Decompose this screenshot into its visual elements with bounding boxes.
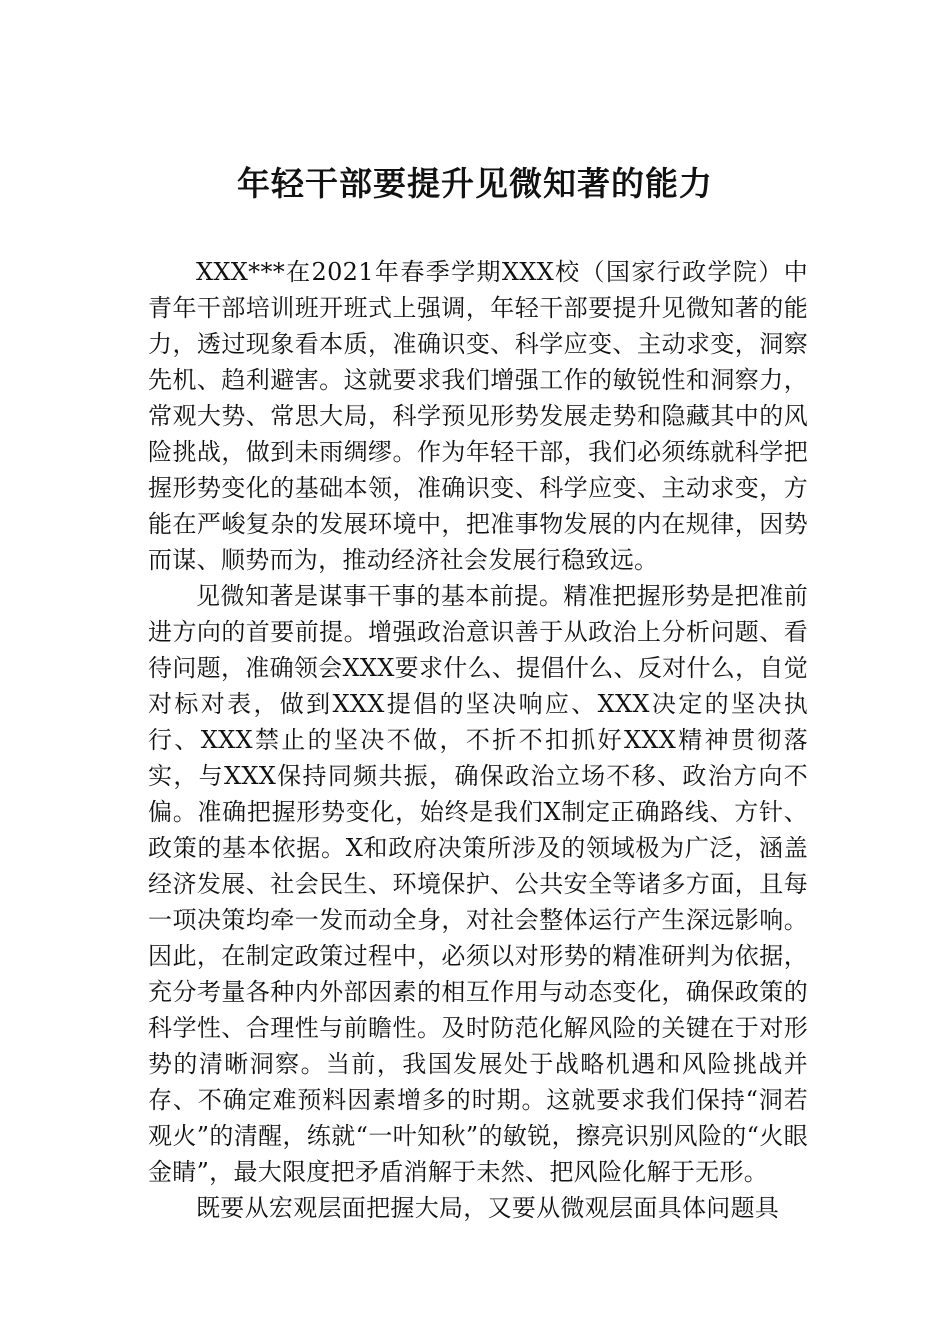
paragraph-premise: 见微知著是谋事干事的基本前提。精准把握形势是把准前进方向的首要前提。增强政治意识善于从政治上分析问题、看待问题，准确领会XXX要求什么、提倡什么、反对什么，自觉对标对表，做到XXX提倡的坚决响应、XXX决定的坚决执行、XXX禁止的坚决不做，不折不扣抓好XXX精神贯彻落实，与XXX保持同频共振，确保政治立场不移、政治方向不偏。准确把握形势变化，始终是我们X制定正确路线、方针、政策的基本依据。X和政府决策所涉及的领域极为广泛，涵盖经济发展、社会民生、环境保护、公共安全等诸多方面，且每一项决策均牵一发而动全身，对社会整体运行产生深远影响。因此，在制定政策过程中，必须以对形势的精准研判为依据，充分考量各种内外部因素的相互作用与动态变化，确保政策的科学性、合理性与前瞻性。及时防范化解风险的关键在于对形势的清晰洞察。当前，我国发展处于战略机遇和风险挑战并存、不确定难预料因素增多的时期。这就要求我们保持“洞若观火”的清醒，练就“一叶知秋”的敏锐，擦亮识别风险的“火眼金睛”，最大限度把矛盾消解于未然、把风险化解于无形。 [148, 582, 808, 1186]
paragraph-intro: XXX***在2021年春季学期XXX校（国家行政学院）中青年干部培训班开班式上强调，年轻干部要提升见微知著的能力，透过现象看本质，准确识变、科学应变、主动求变，洞察先机、趋利避害。这就要求我们增强工作的敏锐性和洞察力，常观大势、常思大局，科学预见形势发展走势和隐藏其中的风险挑战，做到未雨绸缪。作为年轻干部，我们必须练就科学把握形势变化的基础本领，准确识变、科学应变、主动求变，方能在严峻复杂的发展环境中，把准事物发展的内在规律，因势而谋、顺势而为，推动经济社会发展行稳致远。 [148, 258, 808, 574]
paragraph-macro-micro: 既要从宏观层面把握大局，又要从微观层面具体问题具 [196, 1194, 780, 1222]
document-title: 年轻干部要提升见微知著的能力 [237, 164, 713, 203]
document-body [148, 254, 808, 1226]
